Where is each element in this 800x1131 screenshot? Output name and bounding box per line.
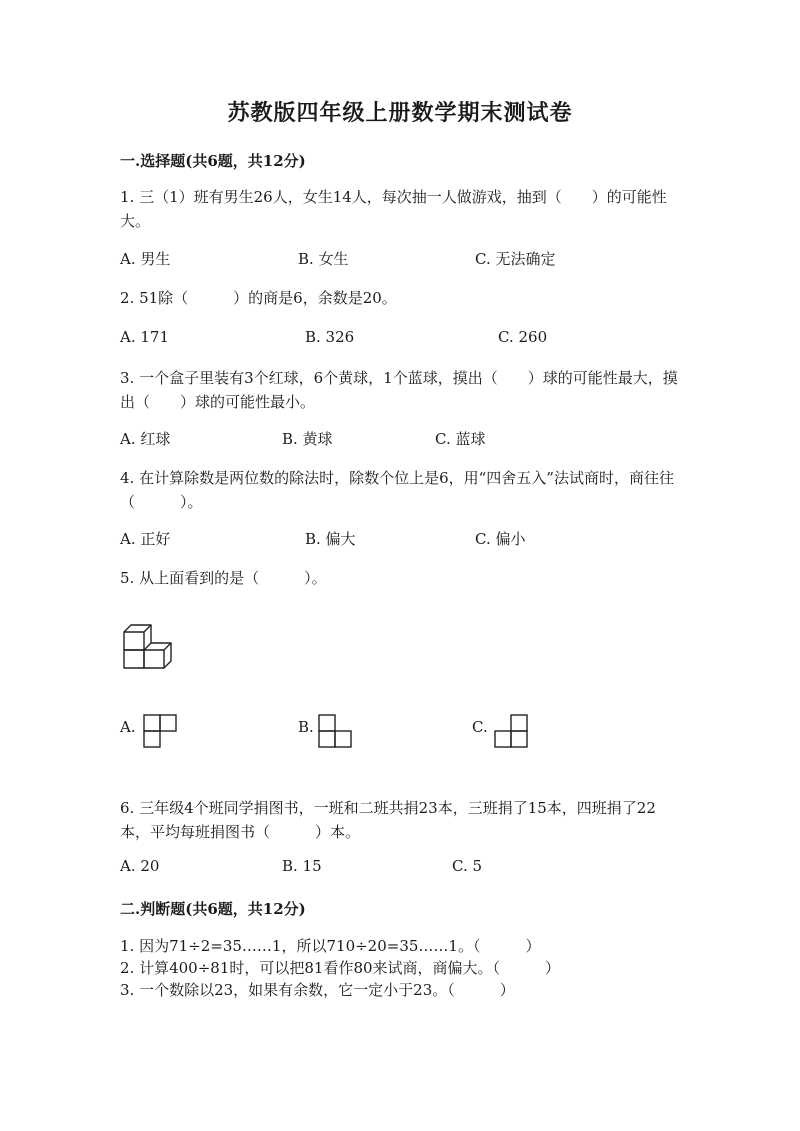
q3-option-b: B. 黄球 bbox=[282, 430, 333, 448]
option-c-view-icon bbox=[494, 714, 528, 750]
q1-option-a: A. 男生 bbox=[120, 250, 171, 268]
q2-option-b: B. 326 bbox=[305, 328, 355, 346]
section-heading-choice: 一.选择题(共6题，共12分) bbox=[120, 152, 306, 170]
q1-option-c: C. 无法确定 bbox=[475, 250, 556, 268]
cube-stack-figure bbox=[118, 622, 182, 670]
q5-option-b: B. bbox=[298, 718, 314, 736]
q6-option-a: A. 20 bbox=[120, 857, 160, 875]
option-b-view-icon bbox=[318, 714, 352, 750]
q2-option-c: C. 260 bbox=[498, 328, 548, 346]
judgement-2: 2. 计算400÷81时，可以把81看作80来试商，商偏大。（ ） bbox=[120, 959, 561, 977]
page-title: 苏教版四年级上册数学期末测试卷 bbox=[227, 100, 573, 126]
q4-option-c: C. 偏小 bbox=[475, 530, 526, 548]
q4-option-b: B. 偏大 bbox=[305, 530, 356, 548]
q5-option-a: A. bbox=[120, 718, 136, 736]
judgement-1: 1. 因为71÷2=35……1，所以710÷20=35……1。（ ） bbox=[120, 937, 541, 955]
q1-option-b: B. 女生 bbox=[298, 250, 349, 268]
q3-option-c: C. 蓝球 bbox=[435, 430, 486, 448]
question-2: 2. 51除（ ）的商是6，余数是20。 bbox=[120, 289, 397, 307]
q5-option-c: C. bbox=[472, 718, 488, 736]
option-a-view-icon bbox=[143, 714, 177, 750]
q3-option-a: A. 红球 bbox=[120, 430, 171, 448]
question-4: 4. 在计算除数是两位数的除法时，除数个位上是6，用“四舍五入”法试商时，商往往（ ）。 bbox=[120, 469, 674, 511]
q6-option-b: B. 15 bbox=[282, 857, 322, 875]
question-5: 5. 从上面看到的是（ ）。 bbox=[120, 569, 327, 587]
q4-option-a: A. 正好 bbox=[120, 530, 171, 548]
q2-option-a: A. 171 bbox=[120, 328, 169, 346]
question-1: 1. 三（1）班有男生26人，女生14人，每次抽一人做游戏，抽到（ ）的可能性大。 bbox=[120, 188, 667, 230]
question-6: 6. 三年级4个班同学捐图书，一班和二班共捐23本，三班捐了15本，四班捐了22本，平均每班捐图书（ ）本。 bbox=[120, 799, 656, 841]
question-3: 3. 一个盒子里装有3个红球，6个黄球，1个蓝球，摸出（ ）球的可能性最大，摸出（ ）球的可能性最小。 bbox=[120, 369, 678, 411]
judgement-3: 3. 一个数除以23，如果有余数，它一定小于23。（ ） bbox=[120, 981, 515, 999]
q6-option-c: C. 5 bbox=[452, 857, 483, 875]
section-heading-judgement: 二.判断题(共6题，共12分) bbox=[120, 900, 306, 918]
